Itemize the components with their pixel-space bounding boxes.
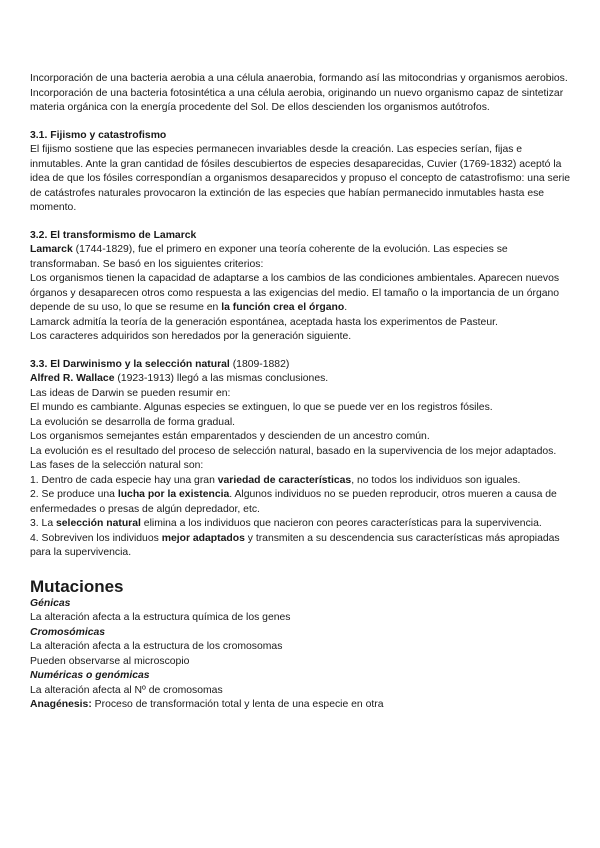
cromosomicas-text-1: La alteración afecta a la estructura de los cromosomas <box>30 641 283 652</box>
anagenesis-text: Proceso de transformación total y lenta de una especie en otra <box>91 699 384 710</box>
phase-4-bold: mejor adaptados <box>161 532 245 544</box>
phase-4-text-b: y transmiten a su descendencia sus características más apropiadas para la supervivencia. <box>30 532 560 558</box>
intro-paragraph-2: Incorporación de una bacteria fotosintética a una célula aerobia, originando un nuevo organismo capaz de sintetizar materia orgánica con la energía procedente del Sol. De ellos descienden los organismos autótrofos. <box>30 87 564 113</box>
lamarck-criterion-1 <box>30 272 575 316</box>
lamarck-criterion-3: Los caracteres adquiridos son heredados por la generación siguiente. <box>30 331 352 342</box>
phase-1-text-a: 1. Dentro de cada especie hay una gran <box>30 474 218 486</box>
lamarck-funcion-organo: la función crea el órgano <box>221 302 345 313</box>
numericas-label: Numéricas o genómicas <box>30 670 150 681</box>
section-fijismo-title: 3.1. Fijismo y catastrofismo <box>30 129 167 141</box>
lamarck-criterion-1-text: Los organismos tienen la capacidad de adaptarse a los cambios de las condiciones ambientales. Aparecen nuevos órganos y desaparecen otros como respuesta a las exigencias del medio. El tamaño o la importancia de un órgano depende de su uso, lo que se resume en <box>30 273 560 313</box>
darwin-line-6: Las fases de la selección natural son: <box>30 460 204 471</box>
phase-2-text-a: 2. Se produce una <box>30 489 118 500</box>
document-page <box>30 72 575 713</box>
phase-3-text-a: 3. La <box>30 518 56 529</box>
darwin-title-bold: 3.3. El Darwinismo y la selección natural <box>30 358 230 370</box>
phase-4-text-a: 4. Sobreviven los individuos <box>30 532 162 544</box>
fijismo-text: El fijismo sostiene que las especies permanecen invariables desde la creación. Las especies serían, fijas e inmutables. Ante la gran cantidad de fósiles descubiertos de especies desaparecidas, Cuvier (1769-1832) aceptó la idea de que los fósiles correspondían a organismos desaparecidos y propuso el concepto de catastrofismo: una serie de catástrofes naturales provocaron la extinción de las especies que habían permanecido inmutables hasta ese momento. <box>30 144 571 213</box>
genicas-label: Génicas <box>30 597 71 609</box>
darwin-line-2: El mundo es cambiante. Algunas especies se extinguen, lo que se puede ver en los registros fósiles. <box>30 402 493 413</box>
phase-3-text-b: elimina a los individuos que nacieron con peores características para la supervivencia. <box>140 518 542 529</box>
phase-1-text-b: , no todos los individuos son iguales. <box>351 474 521 486</box>
phase-1 <box>30 474 575 489</box>
phase-1-bold: variedad de características <box>217 474 352 486</box>
lamarck-criterion-2: Lamarck admitía la teoría de la generación espontánea, aceptada hasta los experimentos de Pasteur. <box>30 316 498 328</box>
intro-paragraph-1: Incorporación de una bacteria aerobia a una célula anaerobia, formando así las mitocondrias y organismos aerobios. <box>30 73 568 84</box>
anagenesis-line <box>30 698 575 713</box>
numericas-text: La alteración afecta al Nº de cromosomas <box>30 684 223 696</box>
lamarck-criterion-1-end: . <box>344 302 348 313</box>
mutaciones-heading: Mutaciones <box>30 576 124 596</box>
phase-3 <box>30 517 575 532</box>
wallace-text: (1923-1913) llegó a las mismas conclusiones. <box>114 373 329 384</box>
darwin-line-1: Las ideas de Darwin se pueden resumir en: <box>30 387 231 399</box>
darwin-line-5: La evolución es el resultado del proceso de selección natural, basado en la supervivencia de los mejor adaptados. <box>30 445 557 457</box>
cromosomicas-text-2: Pueden observarse al microscopio <box>30 655 190 667</box>
phase-4 <box>30 532 575 561</box>
phase-3-bold: selección natural <box>56 518 141 529</box>
section-darwin-title <box>30 358 575 373</box>
phase-2-text-b: . Algunos individuos no se pueden reproducir, otros mueren a causa de enfermedades o presas de algún depredador, etc. <box>30 489 557 515</box>
cromosomicas-label: Cromosómicas <box>30 626 106 638</box>
section-lamarck-title: 3.2. El transformismo de Lamarck <box>30 229 197 241</box>
lamarck-name: Lamarck <box>30 244 73 255</box>
darwin-line-3: La evolución se desarrolla de forma gradual. <box>30 416 236 428</box>
darwin-line-4: Los organismos semejantes están emparentados y descienden de un ancestro común. <box>30 431 430 442</box>
anagenesis-label: Anagénesis: <box>30 699 92 710</box>
wallace-name: Alfred R. Wallace <box>30 373 115 384</box>
lamarck-intro-text: (1744-1829), fue el primero en exponer una teoría coherente de la evolución. Las especies se transformaban. Se basó en los siguientes criterios: <box>30 244 508 270</box>
phase-2-bold: lucha por la existencia <box>117 489 230 500</box>
darwin-title-years: (1809-1882) <box>229 358 290 370</box>
phase-2 <box>30 488 575 517</box>
genicas-text: La alteración afecta a la estructura química de los genes <box>30 612 291 623</box>
wallace-line <box>30 372 575 387</box>
lamarck-intro <box>30 243 575 272</box>
